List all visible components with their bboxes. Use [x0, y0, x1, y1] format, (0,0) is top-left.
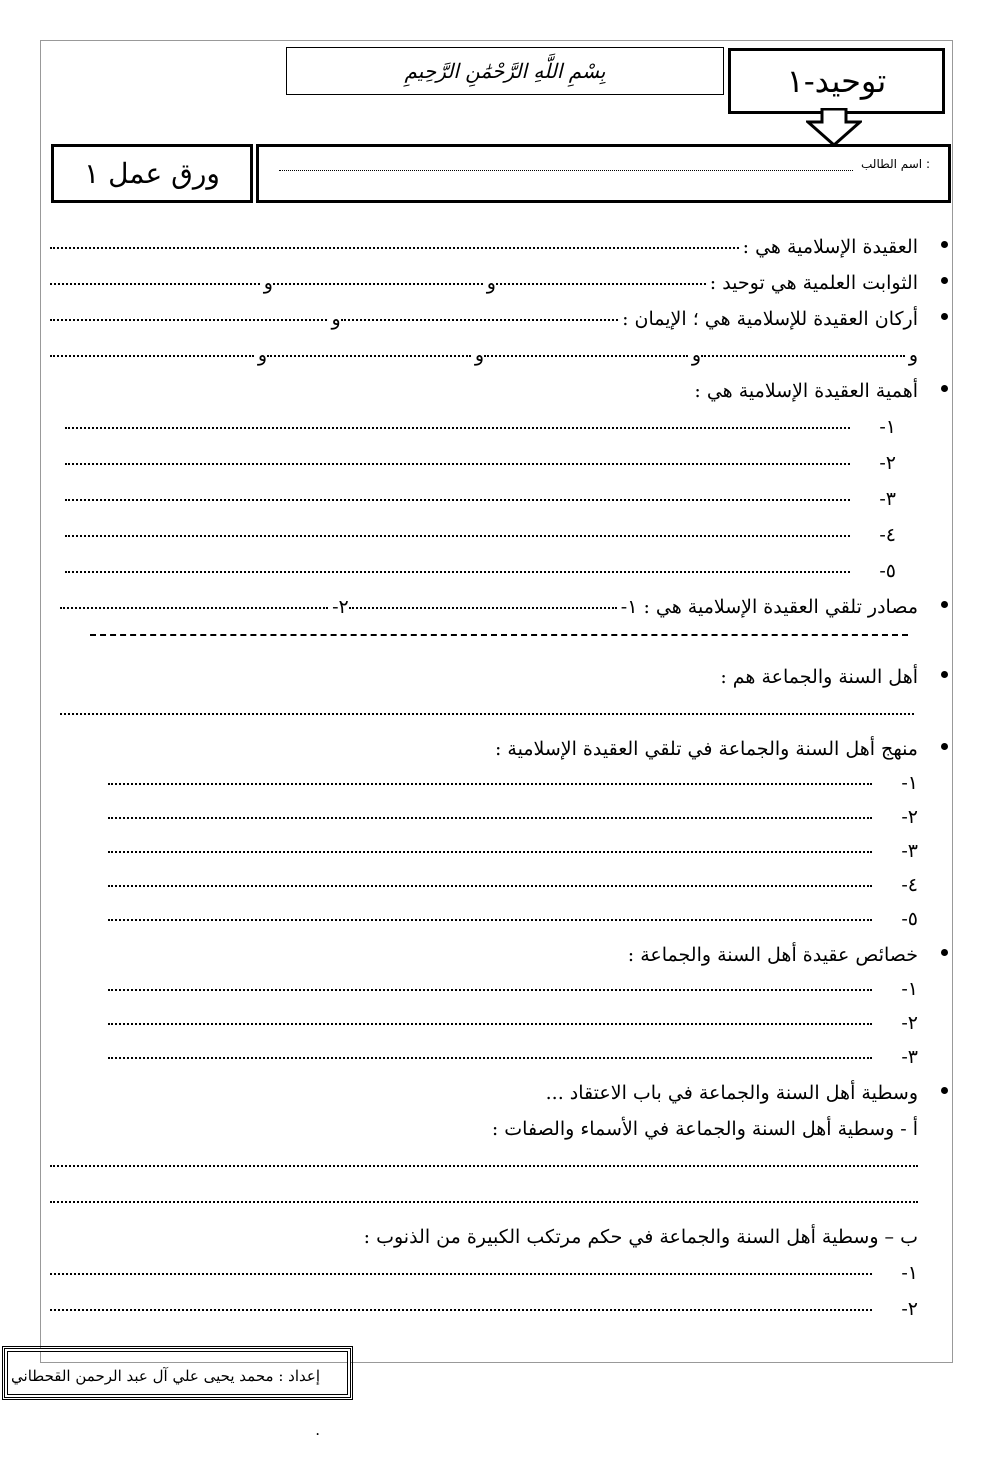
- numbered-line: ١-: [50, 1248, 918, 1284]
- answer-field[interactable]: [349, 607, 617, 609]
- numbered-line: ٣-: [50, 474, 918, 510]
- answer-field[interactable]: [65, 535, 850, 537]
- numbered-line: ٢-: [50, 438, 918, 474]
- answer-field[interactable]: [496, 283, 706, 285]
- bullet-icon: [941, 601, 948, 608]
- question-wasatiya: وسطية أهل السنة والجماعة في باب الاعتقاد ...: [50, 1068, 918, 1104]
- numbered-line: ١-: [50, 760, 918, 794]
- numbered-line: ٢-: [50, 794, 918, 828]
- bullet-icon: [941, 949, 948, 956]
- bullet-icon: [941, 313, 948, 320]
- answer-line: [50, 1176, 918, 1212]
- student-name-field[interactable]: [279, 159, 853, 171]
- answer-field[interactable]: [65, 427, 850, 429]
- question-khasais: خصائص عقيدة أهل السنة والجماعة :: [50, 930, 918, 966]
- author-credit: إعداد : محمد يحيى علي آل عبد الرحمن القحطاني .: [2, 1346, 353, 1400]
- answer-line: [50, 688, 918, 724]
- numbered-line: ٤-: [50, 862, 918, 896]
- bullet-icon: [941, 1087, 948, 1094]
- down-arrow-icon: [806, 108, 862, 146]
- answer-field[interactable]: [50, 1201, 918, 1203]
- answer-line: [50, 1140, 918, 1176]
- student-name-box[interactable]: [256, 144, 951, 203]
- answer-field[interactable]: [50, 1309, 872, 1311]
- bullet-icon: [941, 385, 948, 392]
- answer-field[interactable]: [108, 851, 872, 853]
- answer-field[interactable]: [108, 989, 872, 991]
- answer-field[interactable]: [108, 817, 872, 819]
- answer-field[interactable]: [50, 319, 327, 321]
- answer-field[interactable]: [65, 571, 850, 573]
- answer-field[interactable]: [50, 355, 254, 357]
- answer-field[interactable]: [267, 355, 471, 357]
- question-manhaj: منهج أهل السنة والجماعة في تلقي العقيدة الإسلامية :: [50, 724, 918, 760]
- numbered-line: ٥-: [50, 896, 918, 930]
- numbered-line: ٢-: [50, 1000, 918, 1034]
- numbered-line: ٥-: [50, 546, 918, 582]
- answer-field[interactable]: [65, 499, 850, 501]
- question-wasatiya-a: أ - وسطية أهل السنة والجماعة في الأسماء والصفات :: [491, 1118, 918, 1140]
- answer-field[interactable]: [273, 283, 483, 285]
- numbered-line: ١-: [50, 966, 918, 1000]
- answer-field[interactable]: [341, 319, 618, 321]
- answer-field[interactable]: [484, 355, 688, 357]
- question-aqeedah-definition: العقيدة الإسلامية هي :: [50, 222, 918, 258]
- answer-field[interactable]: [50, 1273, 872, 1275]
- answer-field[interactable]: [701, 355, 905, 357]
- numbered-line: ٣-: [50, 828, 918, 862]
- worksheet-content: [50, 222, 918, 1320]
- numbered-line: ٢-: [50, 1284, 918, 1320]
- answer-field[interactable]: [108, 783, 872, 785]
- bullet-icon: [941, 743, 948, 750]
- question-sources: مصادر تلقي العقيدة الإسلامية هي : ١- ٢-: [50, 582, 918, 618]
- question-ahl-sunnah: أهل السنة والجماعة هم :: [50, 652, 918, 688]
- answer-field[interactable]: [65, 463, 850, 465]
- bullet-icon: [941, 277, 948, 284]
- answer-field[interactable]: [50, 1165, 918, 1167]
- bullet-icon: [941, 241, 948, 248]
- answer-field[interactable]: [108, 885, 872, 887]
- bismillah-banner: بِسْمِ اللَّهِ الرَّحْمَٰنِ الرَّحِيمِ: [286, 47, 724, 95]
- question-arkan: أركان العقيدة للإسلامية هي ؛ الإيمان : و: [50, 294, 918, 330]
- numbered-line: ١-: [50, 402, 918, 438]
- answer-field[interactable]: [50, 247, 739, 249]
- worksheet-label: ورق عمل ١: [51, 144, 253, 203]
- question-importance: أهمية العقيدة الإسلامية هي :: [50, 366, 918, 402]
- answer-field[interactable]: [108, 919, 872, 921]
- section-divider: [50, 618, 918, 652]
- question-arkan-cont: و و و و: [50, 330, 918, 366]
- numbered-line: ٣-: [50, 1034, 918, 1068]
- answer-field[interactable]: [50, 283, 260, 285]
- answer-field[interactable]: [108, 1057, 872, 1059]
- student-name-label: اسم الطالب :: [861, 157, 930, 171]
- answer-field[interactable]: [60, 607, 328, 609]
- numbered-line: ٤-: [50, 510, 918, 546]
- lesson-title: توحيد-١: [728, 48, 945, 114]
- answer-field[interactable]: [60, 713, 914, 715]
- answer-field[interactable]: [108, 1023, 872, 1025]
- bullet-icon: [941, 671, 948, 678]
- question-wasatiya-b: ب – وسطية أهل السنة والجماعة في حكم مرتكب الكبيرة من الذنوب :: [363, 1226, 918, 1248]
- question-thawabit: الثوابت العلمية هي توحيد : و و: [50, 258, 918, 294]
